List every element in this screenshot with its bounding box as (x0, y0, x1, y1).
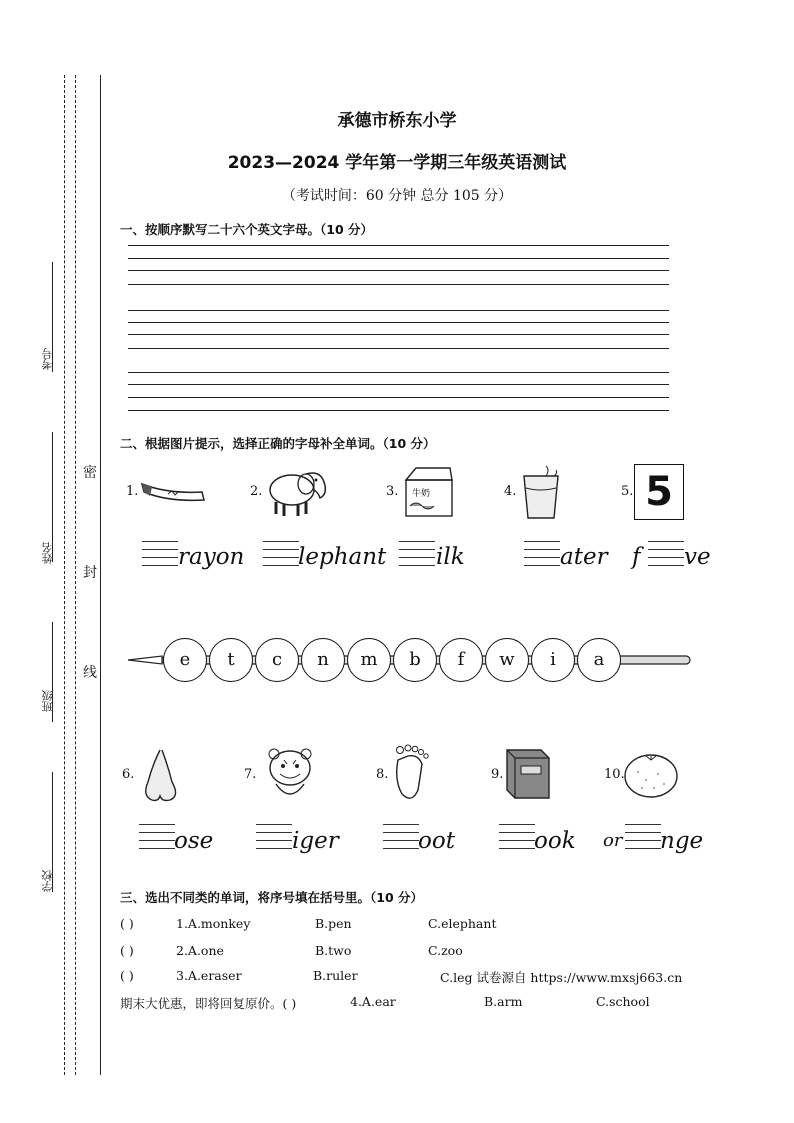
seal-char-feng: 封 (83, 565, 97, 581)
question-option-c: C.school (596, 994, 650, 1009)
letter-bead[interactable]: e (163, 638, 207, 682)
binding-dashed-line (64, 75, 65, 1075)
exam-number-label: 考号 (41, 348, 54, 370)
answer-bracket[interactable]: ( ) (120, 943, 134, 958)
letter-bead[interactable]: n (301, 638, 345, 682)
school-label: 学校 (41, 870, 54, 892)
word-crayon: rayon (178, 544, 245, 570)
water-glass-icon (516, 462, 566, 522)
answer-blank[interactable] (625, 824, 661, 856)
answer-bracket[interactable]: 期末大优惠，即将回复原价。( ) (120, 996, 297, 1011)
item-number: 4. (504, 484, 517, 499)
milk-carton-icon (400, 462, 458, 520)
elephant-icon (262, 462, 334, 518)
answer-blank[interactable] (524, 541, 560, 573)
class-label: 班级 (41, 690, 54, 712)
question-option-b: B.arm (484, 994, 523, 1009)
question-option-c: C.leg 试卷源自 https://www.mxsj663.cn (440, 970, 683, 985)
item-number: 1. (126, 484, 139, 499)
foot-icon (388, 742, 432, 804)
exam-title: 2023—2024 学年第一学期三年级英语测试 (227, 153, 567, 173)
word-five-prefix: f (632, 544, 641, 570)
question-option-a: 4.A.ear (350, 994, 396, 1009)
question-option-a: 2.A.one (176, 943, 224, 958)
item-number: 10. (604, 767, 625, 782)
word-milk: ilk (436, 544, 465, 570)
orange-icon (622, 748, 680, 800)
name-label: 姓名 (41, 542, 54, 564)
question-option-a: 1.A.monkey (176, 916, 251, 931)
question-option-b: B.pen (315, 916, 352, 931)
letter-bead[interactable]: m (347, 638, 391, 682)
letter-bead[interactable]: a (577, 638, 621, 682)
answer-blank[interactable] (142, 541, 178, 573)
answer-bracket[interactable]: ( ) (120, 968, 134, 983)
item-number: 3. (386, 484, 399, 499)
question-option-b: B.ruler (313, 968, 358, 983)
crayon-icon (138, 476, 208, 506)
binding-dashed-line (75, 75, 76, 1075)
answer-blank[interactable] (383, 824, 419, 856)
question-option-b: B.two (315, 943, 352, 958)
milk-label: 牛奶 (412, 489, 431, 499)
answer-blank[interactable] (399, 541, 435, 573)
letter-bead[interactable]: c (255, 638, 299, 682)
word-water: ater (560, 544, 608, 570)
word-tiger: iger (292, 828, 339, 854)
question-option-c: C.zoo (428, 943, 463, 958)
item-number: 7. (244, 767, 257, 782)
nose-icon (138, 746, 184, 804)
word-elephant: lephant (298, 544, 387, 570)
word-foot: oot (418, 828, 455, 854)
answer-blank[interactable] (256, 824, 292, 856)
item-number: 8. (376, 767, 389, 782)
word-five: ve (684, 544, 711, 570)
letter-bead[interactable]: b (393, 638, 437, 682)
answer-blank[interactable] (139, 824, 175, 856)
answer-bracket[interactable]: ( ) (120, 916, 134, 931)
item-number: 9. (491, 767, 504, 782)
word-orange: nge (660, 828, 704, 854)
answer-blank[interactable] (263, 541, 299, 573)
letter-bead[interactable]: f (439, 638, 483, 682)
seal-char-xian: 线 (83, 665, 97, 681)
letter-bead[interactable]: w (485, 638, 529, 682)
question-option-c: C.elephant (428, 916, 497, 931)
word-book: ook (534, 828, 576, 854)
section3-title: 三、选出不同类的单词，将序号填在括号里。（10 分） (120, 890, 423, 905)
seal-char-mi: 密 (83, 465, 97, 481)
question-option-a: 3.A.eraser (176, 968, 242, 983)
binding-solid-line (100, 75, 101, 1075)
exam-info: （考试时间：60 分钟 总分 105 分） (281, 188, 513, 204)
answer-blank[interactable] (648, 541, 684, 573)
word-nose: ose (174, 828, 214, 854)
book-icon (503, 744, 553, 802)
item-number: 6. (122, 767, 135, 782)
item-number: 2. (250, 484, 263, 499)
section1-title: 一、按顺序默写二十六个英文字母。（10 分） (120, 222, 373, 237)
section2-title: 二、根据图片提示，选择正确的字母补全单词。（10 分） (120, 436, 436, 451)
letter-bead[interactable]: t (209, 638, 253, 682)
tiger-icon (258, 742, 322, 804)
word-orange-prefix: or (603, 830, 623, 851)
item-number: 5. (621, 484, 634, 499)
number-five-card: 5 (634, 464, 684, 520)
school-name: 承德市桥东小学 (337, 111, 457, 131)
answer-blank[interactable] (499, 824, 535, 856)
letter-bead[interactable]: i (531, 638, 575, 682)
